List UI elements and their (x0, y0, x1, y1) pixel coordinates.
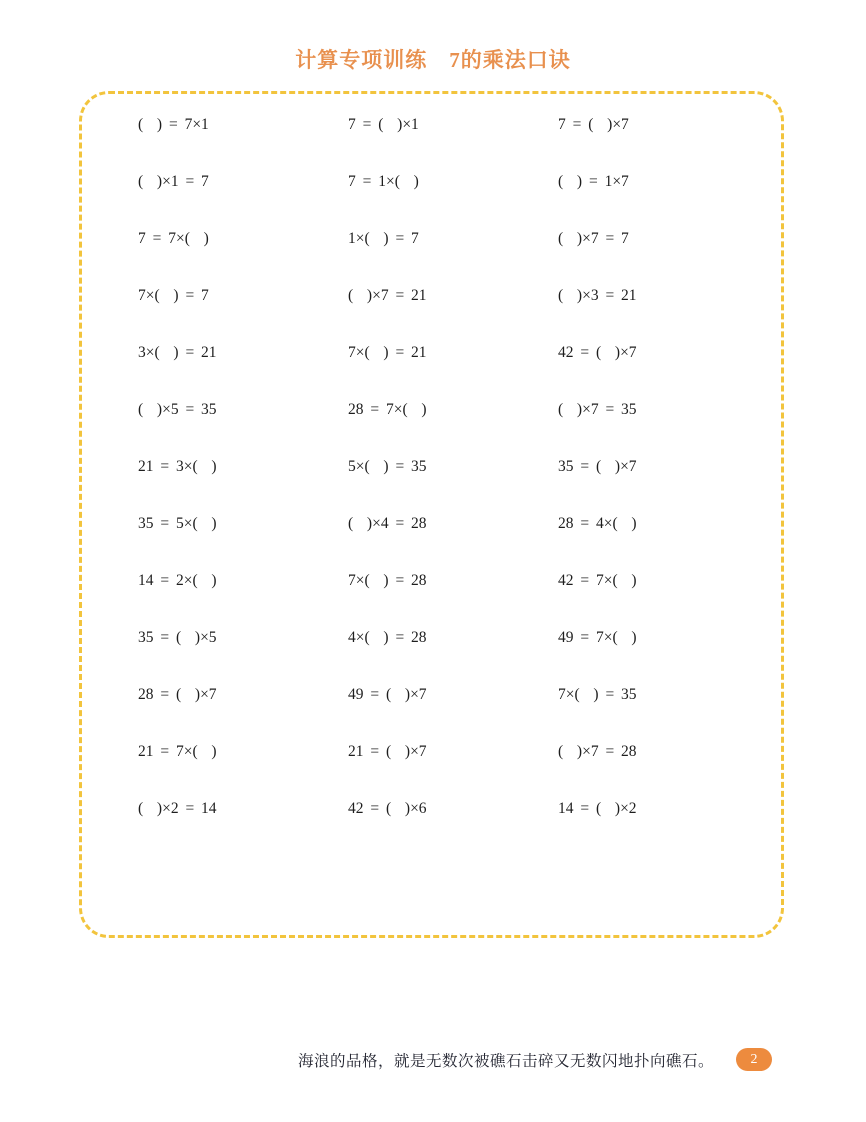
problem-cell: ( )×4 = 28 (348, 514, 427, 532)
problem-cell: ( )×5 = 35 (138, 400, 217, 418)
problem-cell: 35 = 5×( ) (138, 514, 217, 532)
problem-cell: 7 = 1×( ) (348, 172, 419, 190)
problems-grid (82, 94, 781, 837)
problem-cell: ( ) = 7×1 (138, 115, 209, 133)
problem-cell: 3×( ) = 21 (138, 343, 217, 361)
problem-cell: 21 = 7×( ) (138, 742, 217, 760)
problem-cell: 7×( ) = 7 (138, 286, 209, 304)
footer-quote: 海浪的品格，就是无数次被礁石击碎又无数闪地扑向礁石。 (297, 1052, 714, 1070)
page-number-badge: 2 (736, 1048, 772, 1071)
problem-cell: 28 = 4×( ) (558, 514, 637, 532)
problem-cell: 21 = 3×( ) (138, 457, 217, 475)
problem-cell: 7×( ) = 35 (558, 685, 637, 703)
problem-cell: 42 = ( )×6 (348, 799, 427, 817)
problem-cell: 49 = ( )×7 (348, 685, 427, 703)
problem-cell: 28 = ( )×7 (138, 685, 217, 703)
problem-cell: 7 = ( )×7 (558, 115, 629, 133)
problem-cell: 14 = 2×( ) (138, 571, 217, 589)
problem-cell: ( ) = 1×7 (558, 172, 629, 190)
problem-cell: 4×( ) = 28 (348, 628, 427, 646)
problem-cell: ( )×7 = 28 (558, 742, 637, 760)
problem-cell: 1×( ) = 7 (348, 229, 419, 247)
problem-cell: 7 = 7×( ) (138, 229, 209, 247)
problem-cell: ( )×7 = 21 (348, 286, 427, 304)
problem-cell: ( )×7 = 7 (558, 229, 629, 247)
problem-cell: 21 = ( )×7 (348, 742, 427, 760)
problem-cell: ( )×1 = 7 (138, 172, 209, 190)
problem-cell: 7×( ) = 28 (348, 571, 427, 589)
problem-cell: 14 = ( )×2 (558, 799, 637, 817)
page-title: 计算专项训练 7的乘法口诀 (295, 48, 571, 72)
problem-cell: ( )×2 = 14 (138, 799, 217, 817)
problem-cell: 42 = ( )×7 (558, 343, 637, 361)
problem-cell: 7 = ( )×1 (348, 115, 419, 133)
problem-cell: 35 = ( )×5 (138, 628, 217, 646)
problem-cell: 5×( ) = 35 (348, 457, 427, 475)
page-footer (298, 1048, 772, 1071)
problem-cell: ( )×7 = 35 (558, 400, 637, 418)
problem-cell: ( )×3 = 21 (558, 286, 637, 304)
problem-cell: 49 = 7×( ) (558, 628, 637, 646)
problem-cell: 28 = 7×( ) (348, 400, 427, 418)
problem-cell: 7×( ) = 21 (348, 343, 427, 361)
problem-cell: 35 = ( )×7 (558, 457, 637, 475)
worksheet-border-box (79, 91, 784, 938)
problem-cell: 42 = 7×( ) (558, 571, 637, 589)
